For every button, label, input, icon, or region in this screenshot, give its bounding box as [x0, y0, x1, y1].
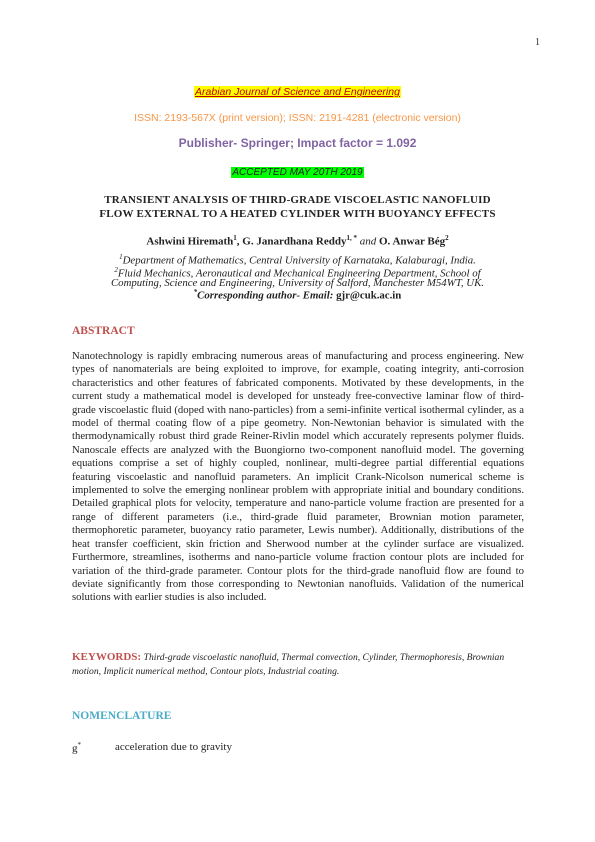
affiliation-2-line-1: Fluid Mechanics, Aeronautical and Mechanical Engineering Department, School of: [117, 267, 481, 280]
nomenclature-symbol: [72, 741, 81, 755]
affiliation-2-mark: 2: [114, 266, 118, 274]
keywords-list: Third-grade viscoelastic nanofluid, Thermal convection, Cylinder, Thermophoresis, Brownian motion, Implicit numerical method, Contour plots, Industrial coating.: [72, 652, 505, 677]
corresponding-email[interactable]: gjr@cuk.ac.in: [336, 289, 402, 302]
author-3: O. Anwar Bég: [379, 235, 446, 248]
author-separator: ,: [236, 235, 243, 248]
publisher-line: Publisher- Springer; Impact factor = 1.092: [178, 136, 417, 150]
author-1-affil: 1: [233, 234, 237, 242]
title-line-1: TRANSIENT ANALYSIS OF THIRD-GRADE VISCOELASTIC NANOFLUID: [104, 194, 491, 206]
keywords: [72, 651, 530, 678]
corresponding-author: [0, 288, 595, 302]
page-number: 1: [535, 37, 540, 48]
author-2-affil: 1, *: [346, 234, 357, 242]
corresponding-mark: *: [193, 288, 198, 296]
corresponding-label: Corresponding author- Email:: [197, 289, 337, 302]
journal-name-text: Arabian Journal of Science and Engineering: [195, 86, 400, 98]
nomenclature-definition: acceleration due to gravity: [115, 741, 232, 753]
accepted-date: [0, 167, 595, 178]
title-line-2: FLOW EXTERNAL TO A HEATED CYLINDER WITH BUOYANCY EFFECTS: [99, 208, 496, 220]
paper-title: [0, 193, 595, 221]
symbol-sup: *: [77, 741, 81, 749]
abstract-heading: ABSTRACT: [72, 325, 135, 337]
abstract-body: Nanotechnology is rapidly embracing numerous areas of manufacturing and process engineering. New types of nanomaterials are being exploited to improve, for example, coating integrity, anti-corrosion characteristics and other features of fabricated components. Motivated by these developments, in the current study a mathematical model is developed for unsteady free-convective laminar flow of third-grade viscoelastic fluid (doped with nano-particles) from a semi-infinite vertical isothermal cylinder, as a model of thermal coating flow of a pipe geometry. Non-Newtonian behavior is simulated with the thermodynamically robust third grade Reiner-Rivlin model which accurately represents polymer fluids. Nanoscale effects are analyzed with the Buongiorno two-component nanofluid model. The governing equations comprise a set of highly coupled, nonlinear, multi-degree partial differential equations featuring viscoelastic and nanofluid parameters. An implicit Crank-Nicolson numerical scheme is implemented to solve the emerging nonlinear problem with appropriate initial and boundary conditions. Detailed graphical plots for velocity, temperature and nano-particle volume fraction are presented for a range of different parameters (i.e., third-grade fluid parameter, Brownian motion parameter, thermophoretic parameter, buoyancy ratio parameter, Lewis number). Additionally, distributions of the heat transfer coefficient, skin friction and Sherwood number at the cylinder surface are visualized. Furthermore, streamlines, isotherms and nano-particle volume fraction contour plots are included for variation of the third-grade parameter. Contour plots for the third-grade nanofluid flow are found to deviate significantly from those corresponding to Newtonian nanofluids. Validation of the numerical solutions with earlier studies is also included.: [72, 350, 524, 604]
issn-line: ISSN: 2193-567X (print version); ISSN: 2191-4281 (electronic version): [134, 112, 461, 124]
author-list: [0, 234, 595, 248]
author-1: Ashwini Hiremath: [146, 235, 234, 248]
accepted-date-text: ACCEPTED MAY 20TH 2019: [232, 167, 363, 178]
journal-name: [0, 86, 595, 98]
affiliation-2-line-2: Computing, Science and Engineering, University of Salford, Manchester M54WT, UK.: [110, 277, 485, 289]
author-2: G. Janardhana Reddy: [242, 235, 347, 248]
affiliation-1-mark: 1: [119, 253, 123, 261]
symbol-text: g: [72, 742, 78, 755]
author-and: and: [357, 235, 379, 248]
nomenclature-heading: NOMENCLATURE: [72, 710, 172, 722]
keywords-label: KEYWORDS:: [72, 651, 142, 663]
affiliation-1-text: Department of Mathematics, Central University of Karnataka, Kalaburagi, India.: [122, 254, 476, 267]
author-3-affil: 2: [445, 234, 449, 242]
